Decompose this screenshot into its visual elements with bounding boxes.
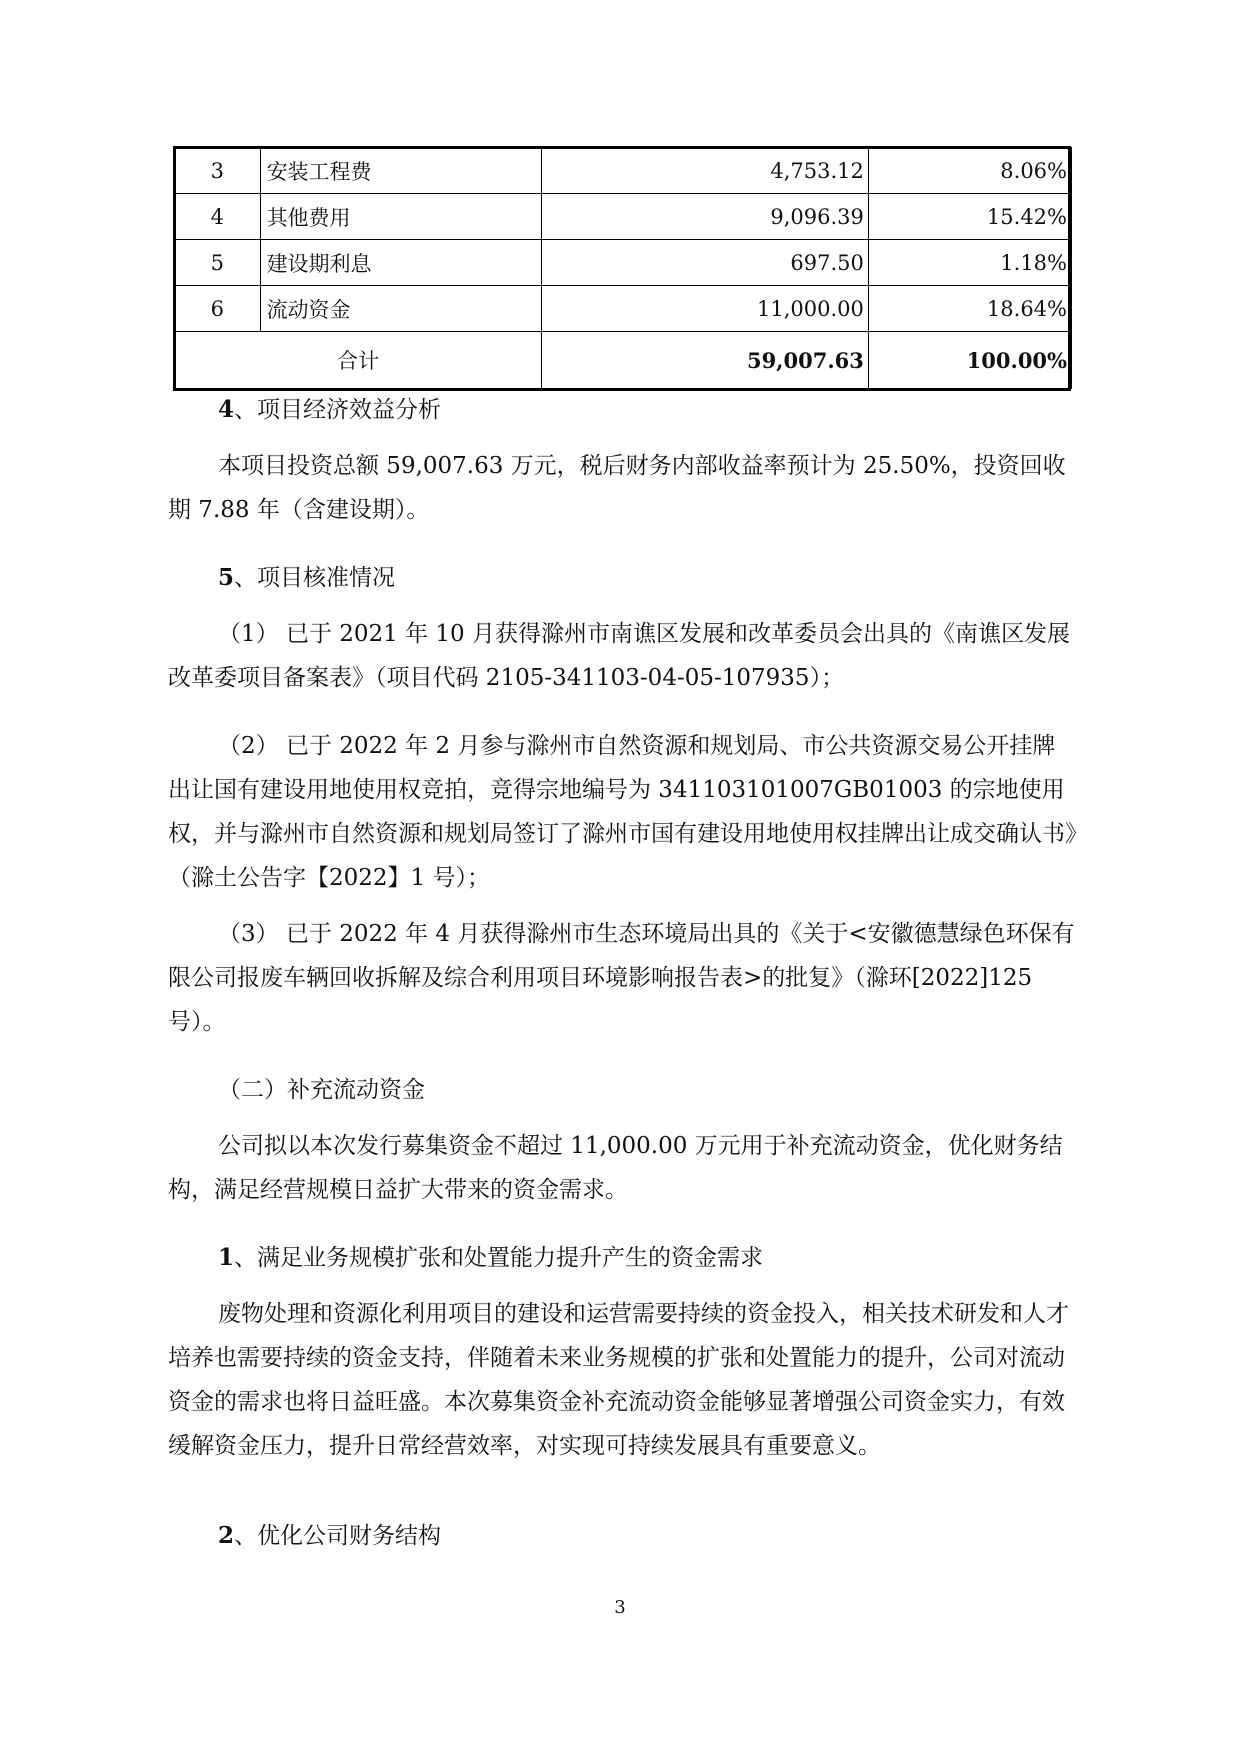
section-5-number: 5 bbox=[218, 564, 235, 591]
row-percent: 1.18% bbox=[868, 240, 1071, 286]
row-index: 3 bbox=[175, 148, 261, 194]
subsection-2-title: （二）补充流动资金 bbox=[218, 1077, 425, 1103]
row-amount: 9,096.39 bbox=[542, 194, 869, 240]
section-4-body: 本项目投资总额 59,007.63 万元，税后财务内部收益率预计为 25.50%，投资回收期 7.88 年（含建设期）。 bbox=[168, 453, 1066, 523]
subsection-2-body: 公司拟以本次发行募集资金不超过 11,000.00 万元用于补充流动资金，优化财务结构，满足经营规模日益扩大带来的资金需求。 bbox=[168, 1133, 1063, 1203]
subsection-2-1-body: 废物处理和资源化利用项目的建设和运营需要持续的资金投入，相关技术研发和人才培养也需要持续的资金支持，伴随着未来业务规模的扩张和处置能力的提升，公司对流动资金的需求也将日益旺盛。本次募集资金补充流动资金能够显著增强公司资金实力，有效缓解资金压力，提升日常经营效率，对实现可持续发展具有重要意义。 bbox=[168, 1301, 1069, 1459]
table-row bbox=[175, 240, 1072, 286]
subsection-2-2-title: 、优化公司财务结构 bbox=[234, 1523, 442, 1549]
section-4-number: 4 bbox=[218, 396, 235, 423]
section-5-item-1: （1） 已于 2021 年 10 月获得滁州市南谯区发展和改革委员会出具的《南谯区发展改革委项目备案表》（项目代码 2105-341103-04-05-107935）； bbox=[168, 621, 1070, 691]
total-label: 合计 bbox=[175, 332, 542, 389]
subsection-2-1-number: 1 bbox=[218, 1244, 235, 1271]
row-index: 6 bbox=[175, 286, 261, 332]
row-item: 其他费用 bbox=[260, 194, 541, 240]
row-item: 安装工程费 bbox=[260, 148, 541, 194]
row-item: 流动资金 bbox=[260, 286, 541, 332]
subsection-2-1-title: 、满足业务规模扩张和处置能力提升产生的资金需求 bbox=[234, 1245, 764, 1271]
total-percent: 100.00% bbox=[868, 332, 1071, 389]
row-percent: 18.64% bbox=[868, 286, 1071, 332]
section-4-title: 、项目经济效益分析 bbox=[234, 397, 442, 423]
investment-table bbox=[174, 147, 1072, 389]
row-amount: 11,000.00 bbox=[542, 286, 869, 332]
section-5-item-3: （3） 已于 2022 年 4 月获得滁州市生态环境局出具的《关于<安徽德慧绿色环保有限公司报废车辆回收拆解及综合利用项目环境影响报告表>的批复》（滁环[2022]125 号）。 bbox=[168, 921, 1075, 1035]
section-5-title: 、项目核准情况 bbox=[234, 565, 396, 591]
section-4-heading bbox=[168, 388, 1078, 432]
subsection-2-2-heading bbox=[168, 1514, 1078, 1558]
row-item: 建设期利息 bbox=[260, 240, 541, 286]
table-total-row bbox=[175, 332, 1072, 389]
table-row bbox=[175, 148, 1072, 194]
row-index: 5 bbox=[175, 240, 261, 286]
row-amount: 4,753.12 bbox=[542, 148, 869, 194]
page-number: 3 bbox=[614, 1597, 626, 1618]
subsection-2-2-number: 2 bbox=[218, 1522, 235, 1549]
section-5-item-2: （2） 已于 2022 年 2 月参与滁州市自然资源和规划局、市公共资源交易公开挂牌出让国有建设用地使用权竞拍，竞得宗地编号为 341103101007GB01003 的宗地使用权，并与滁州市自然资源和规划局签订了滁州市国有建设用地使用权挂牌出让成交确认书》（滁土公告字【2022】1 号）； bbox=[168, 733, 1077, 891]
section-5-heading bbox=[168, 556, 1078, 600]
row-index: 4 bbox=[175, 194, 261, 240]
row-percent: 8.06% bbox=[868, 148, 1071, 194]
table-row bbox=[175, 286, 1072, 332]
row-percent: 15.42% bbox=[868, 194, 1071, 240]
subsection-2-1-heading bbox=[168, 1236, 1078, 1280]
total-amount: 59,007.63 bbox=[542, 332, 869, 389]
table-row bbox=[175, 194, 1072, 240]
row-amount: 697.50 bbox=[542, 240, 869, 286]
